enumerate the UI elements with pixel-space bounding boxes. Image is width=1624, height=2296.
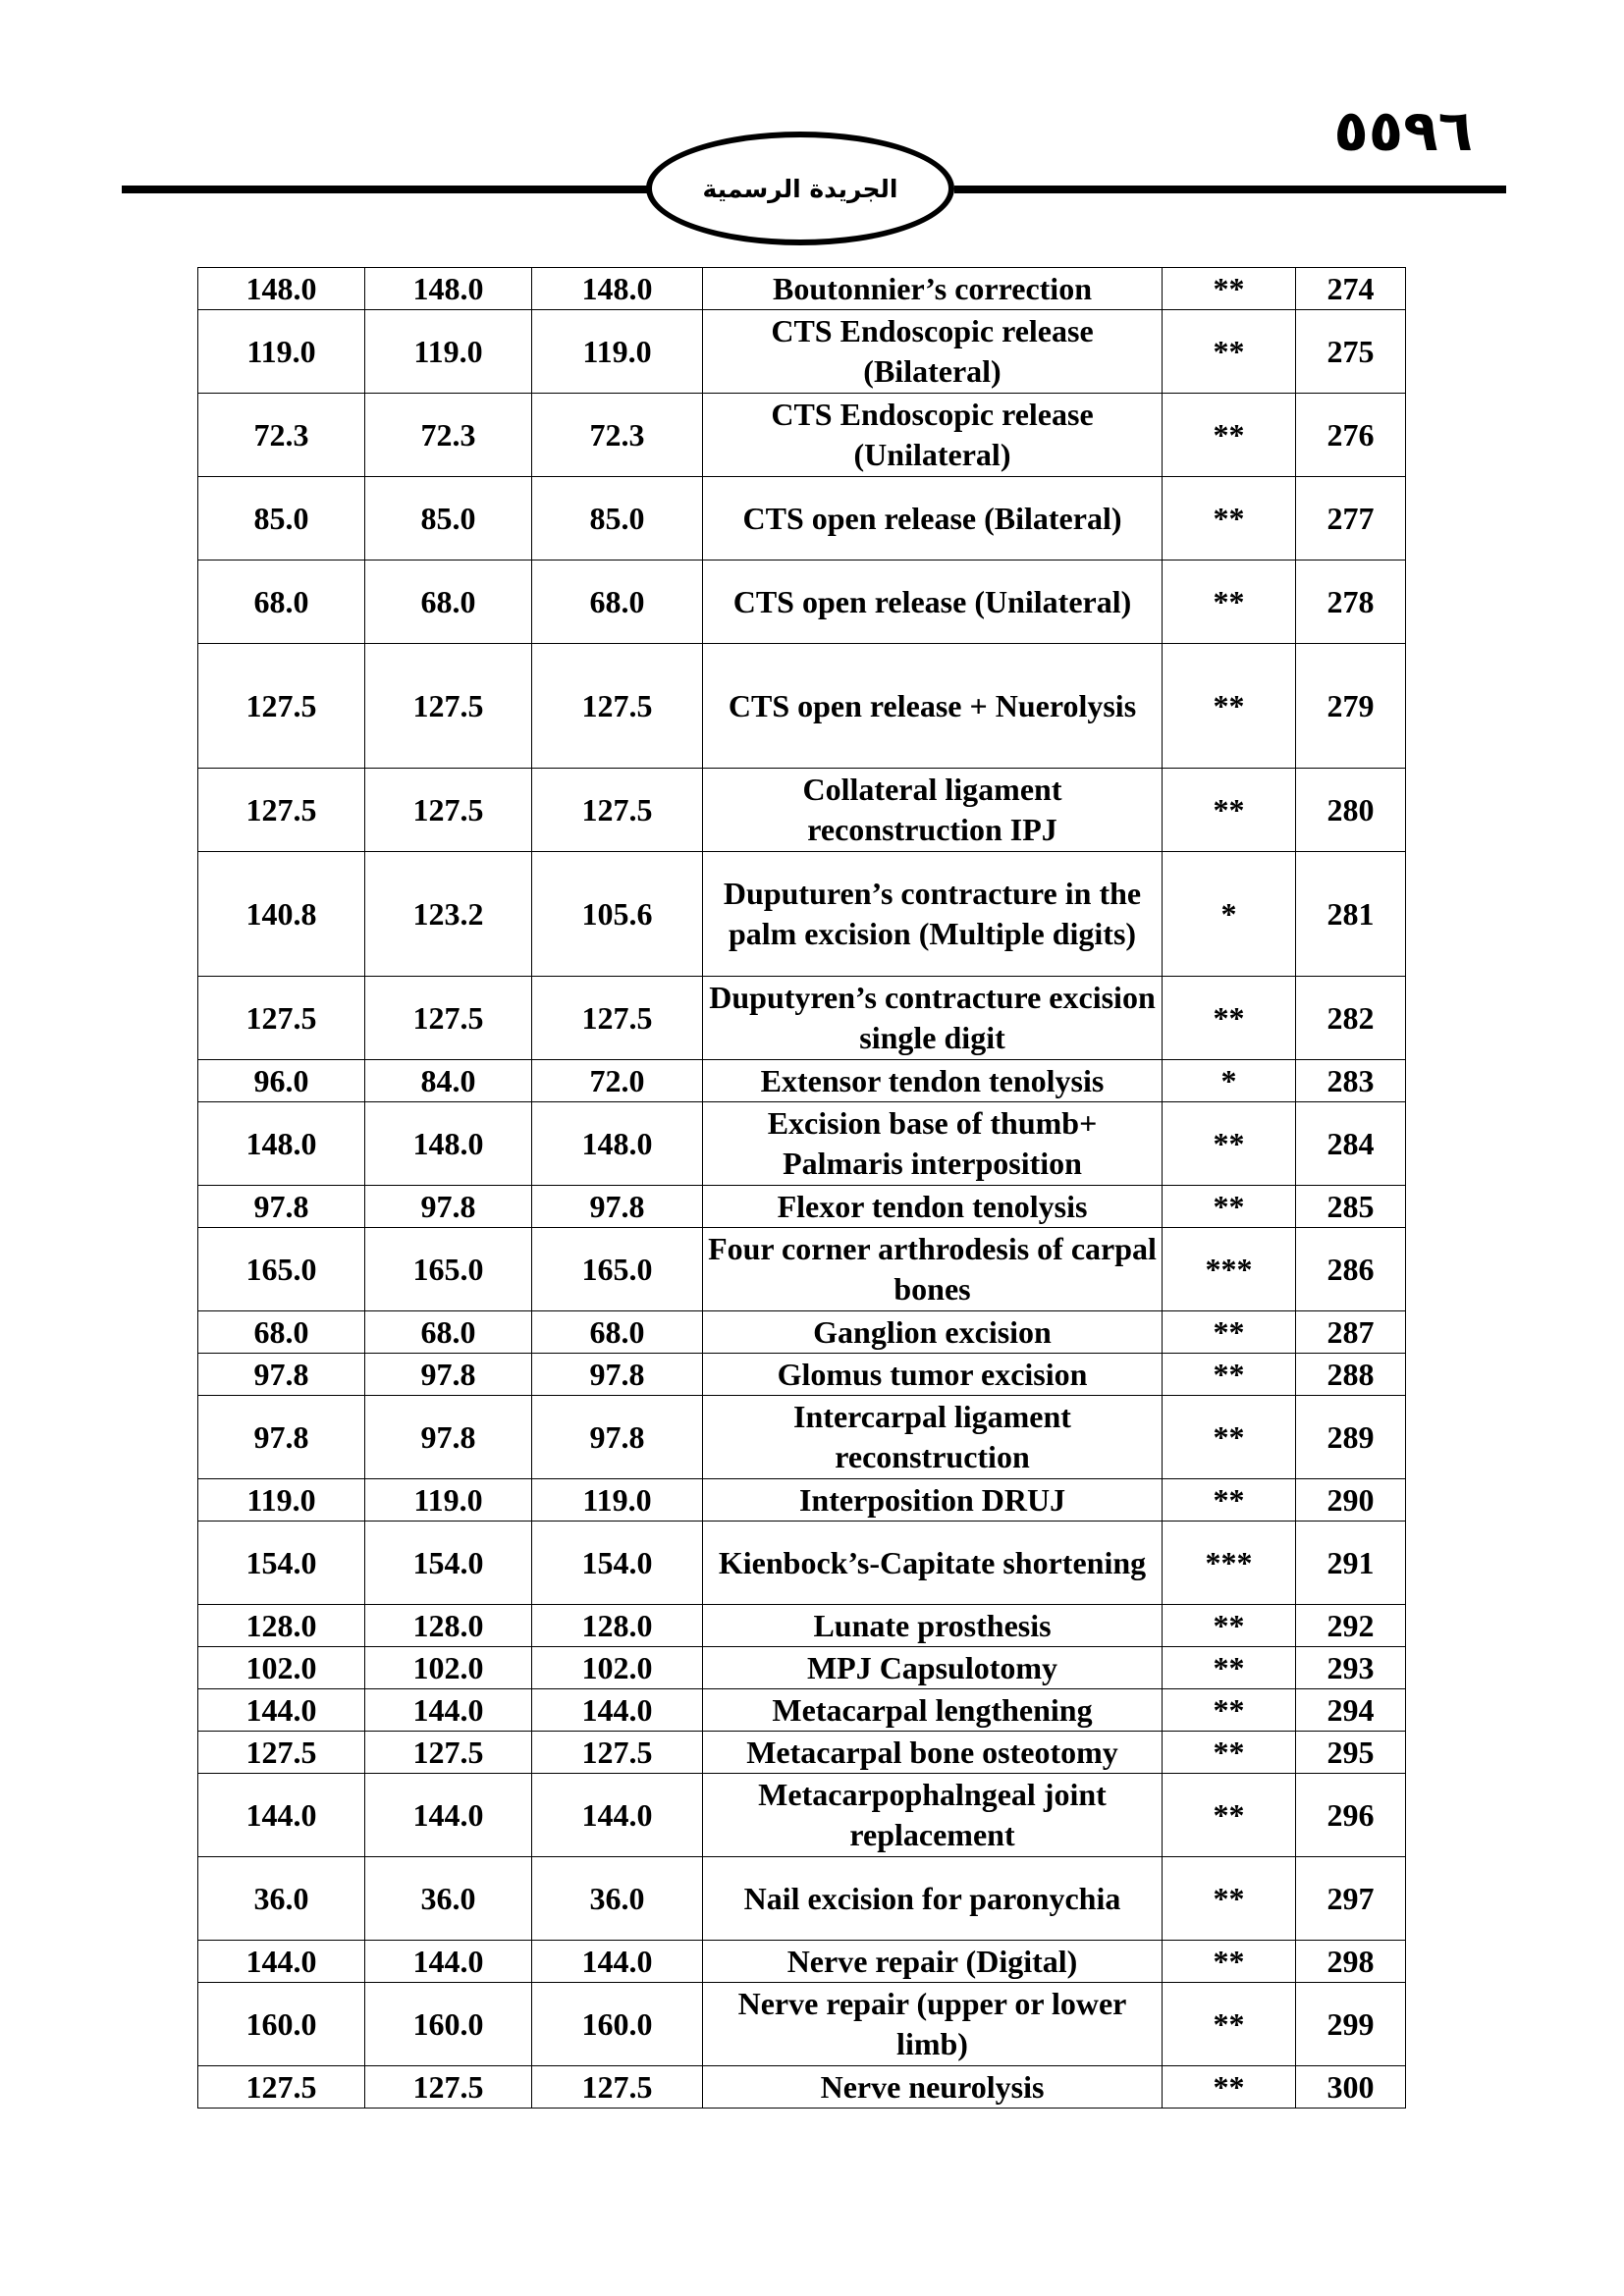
fee-value-2: 160.0 (365, 1983, 532, 2066)
procedure-number: 290 (1296, 1479, 1406, 1522)
procedure-category: ** (1163, 394, 1296, 477)
fee-value-3: 102.0 (532, 1647, 703, 1689)
procedure-category: ** (1163, 1102, 1296, 1186)
fee-value-2: 127.5 (365, 977, 532, 1060)
procedure-category: ** (1163, 1774, 1296, 1857)
procedure-number: 288 (1296, 1354, 1406, 1396)
procedure-name: Nerve repair (Digital) (703, 1941, 1163, 1983)
fee-value-1: 127.5 (198, 1732, 365, 1774)
procedure-category: ** (1163, 769, 1296, 852)
fee-value-1: 127.5 (198, 977, 365, 1060)
fee-value-2: 154.0 (365, 1522, 532, 1605)
procedure-number: 299 (1296, 1983, 1406, 2066)
procedure-number: 287 (1296, 1311, 1406, 1354)
fee-value-2: 68.0 (365, 561, 532, 644)
procedure-category: ** (1163, 1311, 1296, 1354)
procedure-name: Intercarpal ligament reconstruction (703, 1396, 1163, 1479)
fee-value-1: 102.0 (198, 1647, 365, 1689)
fee-value-3: 97.8 (532, 1354, 703, 1396)
table-row (198, 769, 1406, 852)
fee-value-1: 127.5 (198, 644, 365, 769)
procedure-name: Metacarpal bone osteotomy (703, 1732, 1163, 1774)
procedure-name: Ganglion excision (703, 1311, 1163, 1354)
fee-value-3: 68.0 (532, 561, 703, 644)
fee-value-1: 160.0 (198, 1983, 365, 2066)
procedure-name: Metacarpophalngeal joint replacement (703, 1774, 1163, 1857)
fee-value-1: 127.5 (198, 769, 365, 852)
procedure-category: ** (1163, 310, 1296, 394)
fee-value-2: 97.8 (365, 1396, 532, 1479)
fee-value-3: 68.0 (532, 1311, 703, 1354)
table-row (198, 1941, 1406, 1983)
procedure-category: ** (1163, 1354, 1296, 1396)
procedure-category: * (1163, 852, 1296, 977)
fee-value-2: 127.5 (365, 769, 532, 852)
procedure-number: 291 (1296, 1522, 1406, 1605)
fee-value-1: 144.0 (198, 1941, 365, 1983)
procedure-name: CTS Endoscopic release (Unilateral) (703, 394, 1163, 477)
procedure-number: 283 (1296, 1060, 1406, 1102)
procedure-category: ** (1163, 561, 1296, 644)
fee-value-3: 144.0 (532, 1774, 703, 1857)
table-row (198, 561, 1406, 644)
fee-value-3: 85.0 (532, 477, 703, 561)
procedure-number: 279 (1296, 644, 1406, 769)
fee-value-3: 148.0 (532, 1102, 703, 1186)
header-rule-right (954, 186, 1506, 193)
fee-value-3: 127.5 (532, 1732, 703, 1774)
fee-value-3: 36.0 (532, 1857, 703, 1941)
procedure-number: 275 (1296, 310, 1406, 394)
table-row (198, 644, 1406, 769)
fee-value-3: 97.8 (532, 1396, 703, 1479)
fee-value-3: 154.0 (532, 1522, 703, 1605)
fee-value-2: 97.8 (365, 1186, 532, 1228)
fee-value-2: 148.0 (365, 1102, 532, 1186)
fee-value-1: 68.0 (198, 561, 365, 644)
table-row (198, 1689, 1406, 1732)
fee-value-2: 36.0 (365, 1857, 532, 1941)
procedure-category: *** (1163, 1228, 1296, 1311)
procedure-name: CTS open release (Bilateral) (703, 477, 1163, 561)
fee-value-1: 128.0 (198, 1605, 365, 1647)
fee-value-1: 119.0 (198, 1479, 365, 1522)
table-row (198, 1228, 1406, 1311)
table-row (198, 1732, 1406, 1774)
fee-value-2: 119.0 (365, 1479, 532, 1522)
gazette-title: الجريدة الرسمية (702, 174, 898, 203)
fee-value-1: 148.0 (198, 268, 365, 310)
fee-value-2: 119.0 (365, 310, 532, 394)
procedure-number: 274 (1296, 268, 1406, 310)
procedure-category: ** (1163, 1396, 1296, 1479)
procedure-number: 280 (1296, 769, 1406, 852)
fee-value-2: 97.8 (365, 1354, 532, 1396)
fee-value-1: 127.5 (198, 2066, 365, 2109)
fee-value-3: 127.5 (532, 644, 703, 769)
fee-value-3: 72.0 (532, 1060, 703, 1102)
fee-value-2: 84.0 (365, 1060, 532, 1102)
fee-value-2: 123.2 (365, 852, 532, 977)
fee-value-1: 97.8 (198, 1186, 365, 1228)
procedure-name: Nail excision for paronychia (703, 1857, 1163, 1941)
fee-value-3: 165.0 (532, 1228, 703, 1311)
procedure-name: CTS open release + Nuerolysis (703, 644, 1163, 769)
procedure-name: Metacarpal lengthening (703, 1689, 1163, 1732)
procedure-number: 294 (1296, 1689, 1406, 1732)
procedure-category: ** (1163, 268, 1296, 310)
procedure-name: MPJ Capsulotomy (703, 1647, 1163, 1689)
fee-value-1: 97.8 (198, 1396, 365, 1479)
fee-value-3: 144.0 (532, 1941, 703, 1983)
fee-value-3: 105.6 (532, 852, 703, 977)
procedure-name: Excision base of thumb+ Palmaris interposition (703, 1102, 1163, 1186)
procedure-category: ** (1163, 977, 1296, 1060)
procedure-category: ** (1163, 2066, 1296, 2109)
procedure-name: Lunate prosthesis (703, 1605, 1163, 1647)
procedure-name: Flexor tendon tenolysis (703, 1186, 1163, 1228)
table-row (198, 1857, 1406, 1941)
fee-value-1: 68.0 (198, 1311, 365, 1354)
fee-value-2: 68.0 (365, 1311, 532, 1354)
fee-value-1: 119.0 (198, 310, 365, 394)
fee-value-3: 72.3 (532, 394, 703, 477)
procedure-number: 295 (1296, 1732, 1406, 1774)
procedure-number: 298 (1296, 1941, 1406, 1983)
procedure-name: CTS open release (Unilateral) (703, 561, 1163, 644)
table-row (198, 268, 1406, 310)
fee-value-1: 96.0 (198, 1060, 365, 1102)
fee-value-3: 127.5 (532, 769, 703, 852)
fee-value-2: 102.0 (365, 1647, 532, 1689)
fee-value-2: 165.0 (365, 1228, 532, 1311)
fee-value-2: 144.0 (365, 1689, 532, 1732)
fees-table-body (198, 268, 1406, 2109)
fees-table (197, 267, 1406, 2109)
procedure-category: ** (1163, 1605, 1296, 1647)
table-row (198, 1396, 1406, 1479)
procedure-name: Collateral ligament reconstruction IPJ (703, 769, 1163, 852)
fee-value-1: 85.0 (198, 477, 365, 561)
fee-value-2: 128.0 (365, 1605, 532, 1647)
procedure-number: 300 (1296, 2066, 1406, 2109)
procedure-name: Duputyren’s contracture excision single digit (703, 977, 1163, 1060)
fee-value-1: 140.8 (198, 852, 365, 977)
fee-value-2: 127.5 (365, 1732, 532, 1774)
procedure-name: CTS Endoscopic release (Bilateral) (703, 310, 1163, 394)
fee-value-2: 148.0 (365, 268, 532, 310)
table-row (198, 477, 1406, 561)
table-row (198, 394, 1406, 477)
fee-value-3: 127.5 (532, 977, 703, 1060)
fee-value-1: 165.0 (198, 1228, 365, 1311)
procedure-number: 297 (1296, 1857, 1406, 1941)
procedure-name: Four corner arthrodesis of carpal bones (703, 1228, 1163, 1311)
procedure-category: ** (1163, 1647, 1296, 1689)
procedure-name: Extensor tendon tenolysis (703, 1060, 1163, 1102)
fee-value-2: 127.5 (365, 2066, 532, 2109)
fee-value-1: 148.0 (198, 1102, 365, 1186)
procedure-number: 276 (1296, 394, 1406, 477)
gazette-title-oval (646, 132, 954, 245)
table-row (198, 1060, 1406, 1102)
fees-table-container (197, 267, 1405, 2109)
fee-value-1: 72.3 (198, 394, 365, 477)
fee-value-1: 36.0 (198, 1857, 365, 1941)
table-row (198, 2066, 1406, 2109)
procedure-name: Nerve repair (upper or lower limb) (703, 1983, 1163, 2066)
procedure-number: 277 (1296, 477, 1406, 561)
table-row (198, 1354, 1406, 1396)
procedure-number: 281 (1296, 852, 1406, 977)
fee-value-2: 85.0 (365, 477, 532, 561)
procedure-number: 285 (1296, 1186, 1406, 1228)
fee-value-2: 144.0 (365, 1941, 532, 1983)
table-row (198, 977, 1406, 1060)
fee-value-3: 119.0 (532, 1479, 703, 1522)
procedure-category: *** (1163, 1522, 1296, 1605)
table-row (198, 1983, 1406, 2066)
procedure-category: ** (1163, 1732, 1296, 1774)
table-row (198, 310, 1406, 394)
procedure-name: Nerve neurolysis (703, 2066, 1163, 2109)
procedure-number: 292 (1296, 1605, 1406, 1647)
procedure-name: Kienbock’s-Capitate shortening (703, 1522, 1163, 1605)
table-row (198, 1647, 1406, 1689)
table-row (198, 1186, 1406, 1228)
procedure-category: ** (1163, 477, 1296, 561)
fee-value-1: 144.0 (198, 1774, 365, 1857)
procedure-number: 284 (1296, 1102, 1406, 1186)
procedure-number: 296 (1296, 1774, 1406, 1857)
table-row (198, 852, 1406, 977)
procedure-number: 278 (1296, 561, 1406, 644)
fee-value-3: 160.0 (532, 1983, 703, 2066)
procedure-number: 293 (1296, 1647, 1406, 1689)
table-row (198, 1102, 1406, 1186)
fee-value-3: 119.0 (532, 310, 703, 394)
procedure-name: Duputuren’s contracture in the palm excision (Multiple digits) (703, 852, 1163, 977)
fee-value-3: 148.0 (532, 268, 703, 310)
fee-value-1: 144.0 (198, 1689, 365, 1732)
table-row (198, 1522, 1406, 1605)
procedure-category: ** (1163, 1689, 1296, 1732)
table-row (198, 1605, 1406, 1647)
procedure-category: ** (1163, 1186, 1296, 1228)
procedure-number: 289 (1296, 1396, 1406, 1479)
header-rule-left (122, 186, 652, 193)
fee-value-2: 72.3 (365, 394, 532, 477)
page-number: ٥٥٩٦ (1333, 97, 1473, 164)
table-row (198, 1311, 1406, 1354)
procedure-category: * (1163, 1060, 1296, 1102)
fee-value-3: 97.8 (532, 1186, 703, 1228)
procedure-number: 282 (1296, 977, 1406, 1060)
fee-value-3: 127.5 (532, 2066, 703, 2109)
procedure-number: 286 (1296, 1228, 1406, 1311)
fee-value-1: 154.0 (198, 1522, 365, 1605)
procedure-category: ** (1163, 644, 1296, 769)
procedure-name: Boutonnier’s correction (703, 268, 1163, 310)
procedure-category: ** (1163, 1983, 1296, 2066)
procedure-name: Interposition DRUJ (703, 1479, 1163, 1522)
fee-value-2: 127.5 (365, 644, 532, 769)
table-row (198, 1774, 1406, 1857)
procedure-category: ** (1163, 1941, 1296, 1983)
table-row (198, 1479, 1406, 1522)
procedure-name: Glomus tumor excision (703, 1354, 1163, 1396)
procedure-category: ** (1163, 1857, 1296, 1941)
procedure-category: ** (1163, 1479, 1296, 1522)
fee-value-3: 128.0 (532, 1605, 703, 1647)
fee-value-3: 144.0 (532, 1689, 703, 1732)
fee-value-2: 144.0 (365, 1774, 532, 1857)
fee-value-1: 97.8 (198, 1354, 365, 1396)
